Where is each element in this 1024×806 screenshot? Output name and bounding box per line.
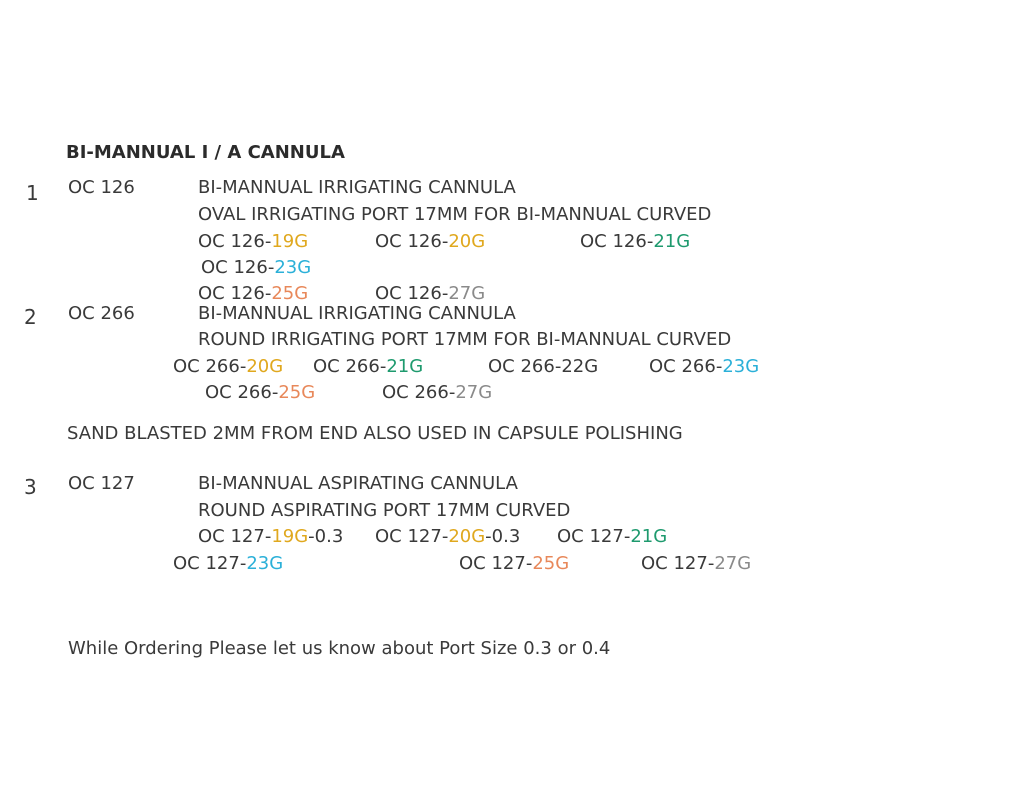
item-number: 2 — [24, 305, 37, 329]
variant-code: OC 126-20G — [375, 231, 486, 252]
variant-code: OC 127-21G — [557, 526, 668, 547]
item-number: 3 — [24, 475, 37, 499]
variant-code: OC 126-19G — [198, 231, 309, 252]
variant-code: OC 126-25G — [198, 283, 309, 304]
variant-code: OC 266-21G — [313, 356, 424, 377]
sand-blasted-note: SAND BLASTED 2MM FROM END ALSO USED IN CAPSULE POLISHING — [67, 423, 683, 444]
item-port-description: OVAL IRRIGATING PORT 17MM FOR BI-MANNUAL CURVED — [198, 204, 712, 225]
item-description: BI-MANNUAL ASPIRATING CANNULA — [198, 473, 518, 494]
document-title: BI-MANNUAL I / A CANNULA — [66, 142, 345, 163]
variant-code: OC 126-27G — [375, 283, 486, 304]
item-number: 1 — [26, 181, 39, 205]
variant-code: OC 266-20G — [173, 356, 284, 377]
variant-code: OC 127-20G-0.3 — [375, 526, 521, 547]
variant-code: OC 266-27G — [382, 382, 493, 403]
variant-code: OC 266-23G — [649, 356, 760, 377]
variant-code: OC 266-22G — [488, 356, 599, 377]
variant-code: OC 127-27G — [641, 553, 752, 574]
variant-code: OC 127-23G — [173, 553, 284, 574]
variant-code: OC 266-25G — [205, 382, 316, 403]
variant-code: OC 127-19G-0.3 — [198, 526, 344, 547]
variant-code: OC 126-23G — [201, 257, 312, 278]
variant-code: OC 126-21G — [580, 231, 691, 252]
item-code: OC 266 — [68, 303, 135, 324]
item-description: BI-MANNUAL IRRIGATING CANNULA — [198, 177, 516, 198]
item-code: OC 127 — [68, 473, 135, 494]
ordering-note: While Ordering Please let us know about Port Size 0.3 or 0.4 — [68, 638, 611, 659]
variant-code: OC 127-25G — [459, 553, 570, 574]
item-port-description: ROUND IRRIGATING PORT 17MM FOR BI-MANNUAL CURVED — [198, 329, 732, 350]
item-description: BI-MANNUAL IRRIGATING CANNULA — [198, 303, 516, 324]
item-code: OC 126 — [68, 177, 135, 198]
item-port-description: ROUND ASPIRATING PORT 17MM CURVED — [198, 500, 571, 521]
